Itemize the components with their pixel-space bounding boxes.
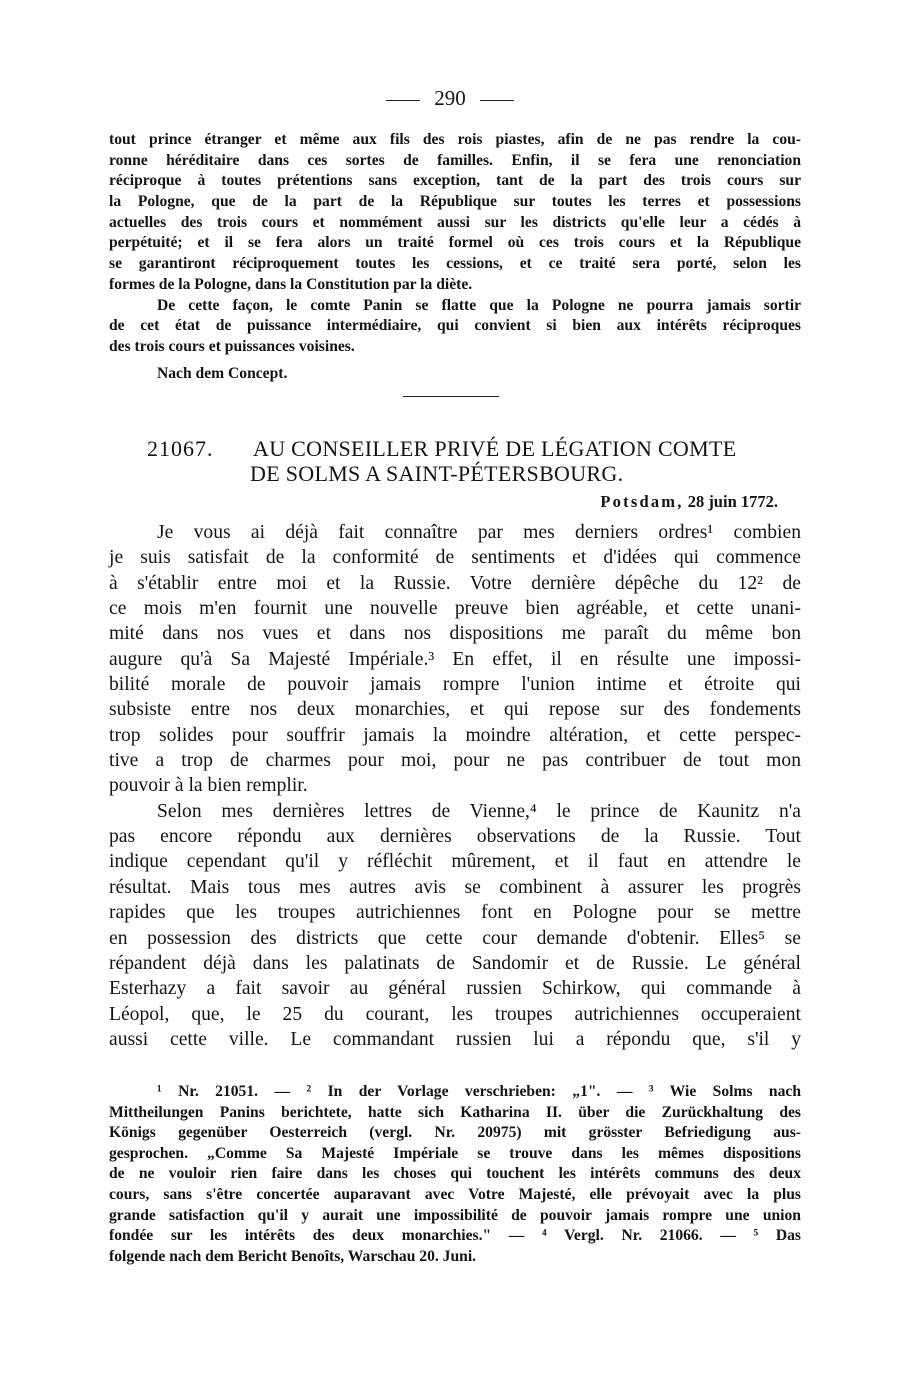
text-line: la Pologne, que de la part de la République sur toutes les terres et possessions (109, 193, 801, 211)
text-line: aussi cette ville. Le commandant russien lui a répondu que, s'il y (109, 1028, 801, 1050)
text-line: ce mois m'en fournit une nouvelle preuve bien agréable, et cette unani- (109, 598, 801, 620)
dateline-date: 28 juin 1772. (687, 492, 778, 511)
text-line: à s'établir entre moi et la Russie. Votre dernière dépêche du 12² de (109, 572, 801, 594)
document-title-line-2: DE SOLMS A SAINT-PÉTERSBOURG. (250, 461, 624, 486)
text-line: mité dans nos vues et dans nos dispositions me paraît du même bon (109, 623, 801, 645)
footnote-line: folgende nach dem Bericht Benoîts, Warschau 20. Juni. (109, 1247, 477, 1265)
text-line: indique cependant qu'il y réfléchit mûrement, et il faut en attendre le (109, 851, 801, 873)
footnote-line: ¹ Nr. 21051. — ² In der Vorlage verschrieben: „1". — ³ Wie Solms nach (157, 1083, 801, 1100)
header-dash-left (386, 100, 420, 101)
text-line: des trois cours et puissances voisines. (109, 337, 355, 355)
text-line: De cette façon, le comte Panin se flatte que la Pologne ne pourra jamais sortir (157, 296, 801, 314)
footnote-line: gesprochen. „Comme Sa Majesté Impériale se trouve dans les mêmes dispositions (109, 1144, 801, 1162)
continuation-text (109, 130, 801, 358)
text-line: pas encore répondu aux dernières observations de la Russie. Tout (109, 826, 801, 848)
text-line: en possession des districts que cette cour demande d'obtenir. Elles⁵ se (109, 927, 801, 949)
letter-body (109, 520, 801, 1052)
text-line: Je vous ai déjà fait connaître par mes derniers ordres¹ combien (157, 522, 801, 543)
text-line: Esterhazy a fait savoir au général russien Schirkow, qui commande à (109, 978, 801, 1000)
text-line: subsiste entre nos deux monarchies, et qui repose sur des fondements (109, 699, 801, 721)
dateline-place: Potsdam, (600, 492, 684, 511)
text-line: pouvoir à la bien remplir. (109, 775, 308, 797)
dateline (600, 492, 778, 512)
text-line: résultat. Mais tous mes autres avis se combinent à assurer les progrès (109, 876, 801, 898)
text-line: perpétuité; et il se fera alors un traité formel où ces trois cours et la République (109, 234, 801, 252)
text-line: formes de la Pologne, dans la Constitution par la diète. (109, 275, 473, 293)
footnote-line: cours, sans s'être concertée auparavant avec Votre Majesté, elle prévoyait avec la plus (109, 1185, 801, 1203)
page-number-header (0, 86, 900, 111)
text-line: tive a trop de charmes pour moi, pour ne pas contribuer de tout mon (109, 750, 801, 772)
text-line: trop solides pour souffrir jamais la moindre altération, et cette perspec- (109, 724, 801, 746)
footnote-line: fondée sur les intérêts des deux monarchies." — ⁴ Vergl. Nr. 21066. — ⁵ Das (109, 1227, 801, 1245)
text-line: de cet état de puissance intermédiaire, qui convient si bien aux intérêts réciproques (109, 317, 801, 335)
text-line: actuelles des trois cours et nommément aussi sur les districts qu'elle leur a cédés à (109, 213, 801, 231)
text-line: Léopol, que, le 25 du courant, les troupes autrichiennes occuperaient (109, 1003, 801, 1025)
header-dash-right (480, 100, 514, 101)
text-line: tout prince étranger et même aux fils des rois piastes, afin de ne pas rendre la cou- (109, 131, 801, 148)
text-line: se garantiront réciproquement toutes les cessions, et ce traité sera porté, selon les (109, 255, 801, 273)
text-line: bilité morale de pouvoir jamais rompre l'union intime et étroite qui (109, 674, 801, 696)
text-line: ronne héréditaire dans ces sortes de familles. Enfin, il se fera une renonciation (109, 151, 801, 169)
text-line: augure qu'à Sa Majesté Impériale.³ En effet, il en résulte une impossi- (109, 648, 801, 670)
text-line: Selon mes dernières lettres de Vienne,⁴ le prince de Kaunitz n'a (157, 800, 801, 822)
document-number: 21067. (147, 436, 214, 461)
text-line: répandent déjà dans les palatinats de Sandomir et de Russie. Le général (109, 952, 801, 974)
footnote-line: de ne vouloir rien faire dans les choses qui touchent les intérêts communs des deux (109, 1165, 801, 1183)
footnote-line: grande satisfaction qu'il y aurait une impossibilité de pouvoir jamais rompre une union (109, 1206, 801, 1224)
footnote-line: Mittheilungen Panins berichtete, hatte sich Katharina II. über die Zurückhaltung des (109, 1103, 801, 1121)
page-number: 290 (434, 86, 466, 110)
text-line: rapides que les troupes autrichiennes font en Pologne pour se mettre (109, 902, 801, 924)
document-title-line-1: AU CONSEILLER PRIVÉ DE LÉGATION COMTE (253, 436, 737, 461)
footnotes (109, 1082, 801, 1267)
source-note: Nach dem Concept. (157, 365, 288, 382)
section-divider (403, 396, 499, 397)
text-line: je suis satisfait de la conformité de sentiments et d'idées qui commence (109, 547, 801, 569)
text-line: réciproque à toutes prétentions sans exception, tant de la part des trois cours sur (109, 172, 801, 190)
footnote-line: Königs gegenüber Oesterreich (vergl. Nr. 20975) mit grösster Befriedigung aus- (109, 1124, 801, 1142)
